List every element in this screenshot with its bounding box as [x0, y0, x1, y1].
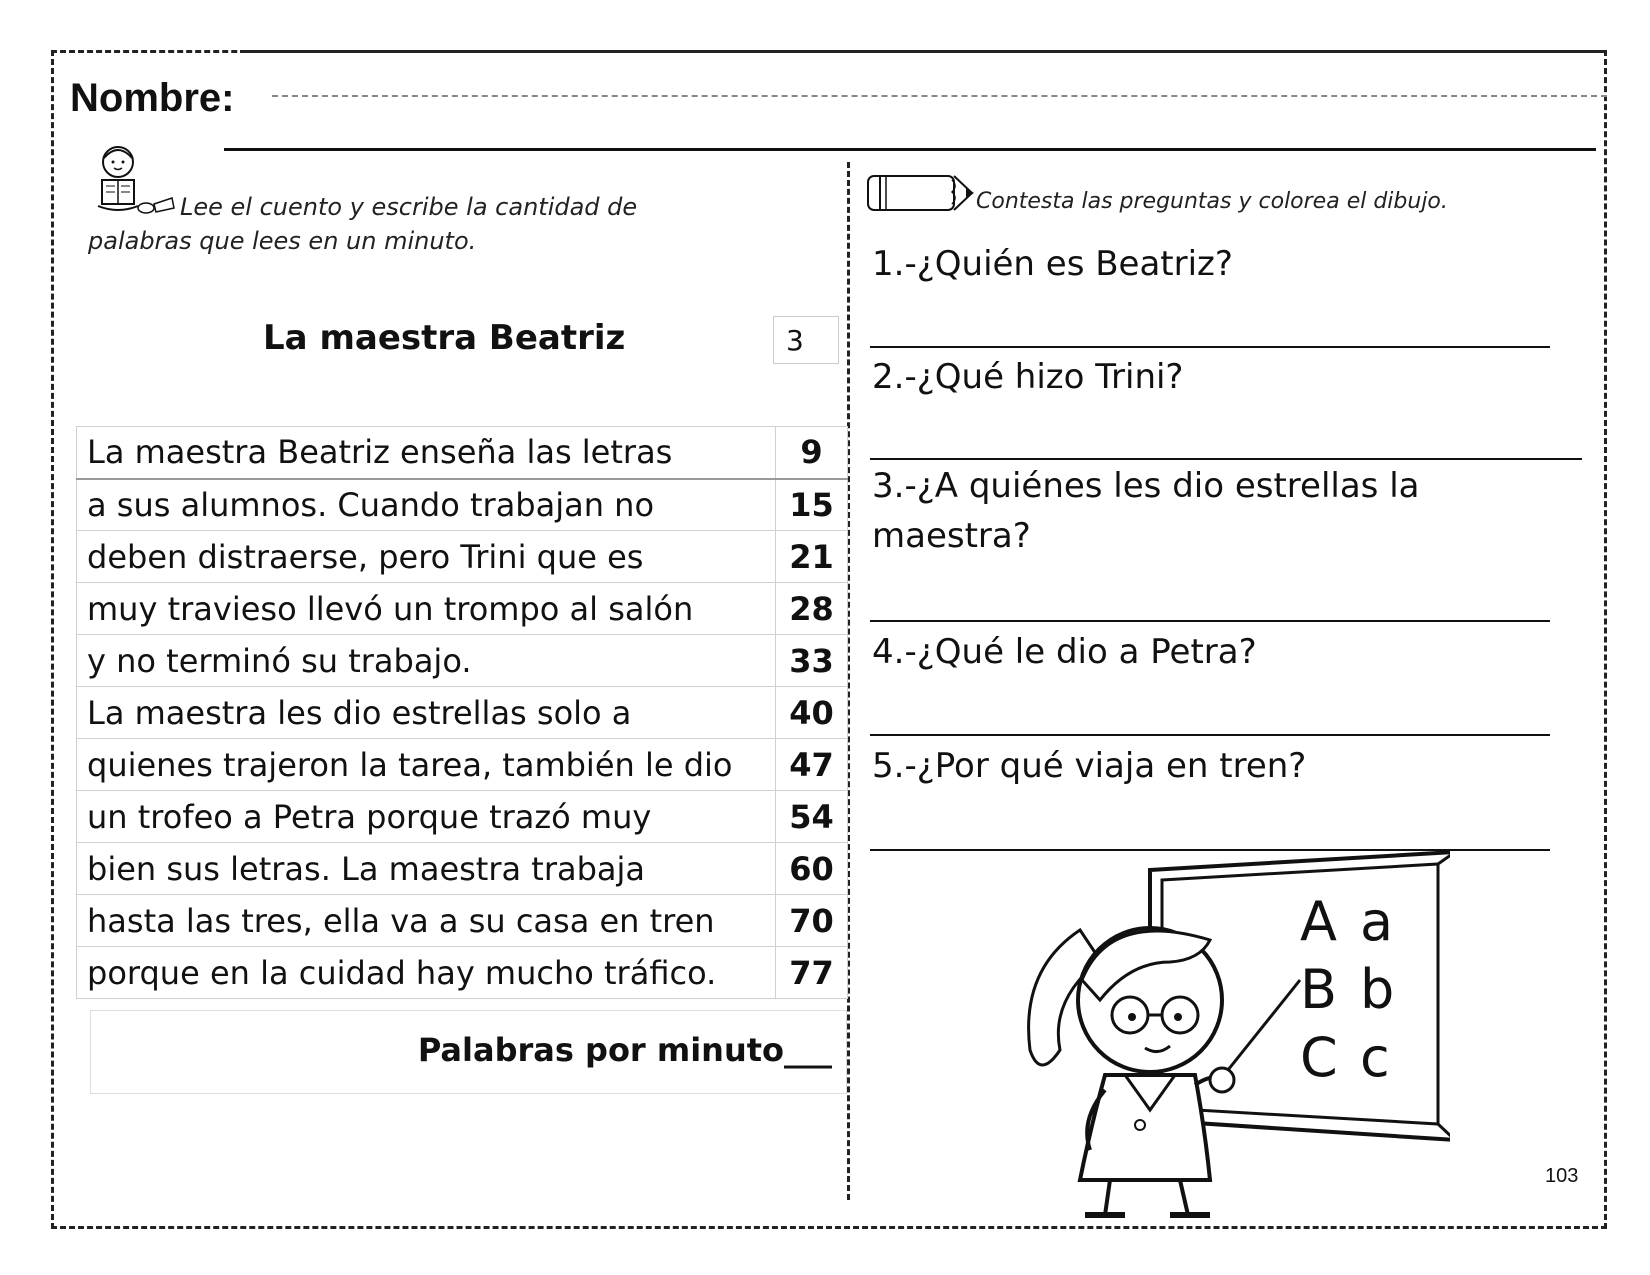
story-table [76, 426, 848, 999]
words-per-minute-box [90, 1010, 847, 1094]
story-line-word-count: 28 [776, 583, 848, 635]
story-line-word-count: 47 [776, 739, 848, 791]
story-line-word-count: 60 [776, 843, 848, 895]
question-3 [872, 461, 1419, 561]
story-line-row [77, 531, 848, 583]
question-3-line-2: maestra? [872, 516, 1031, 556]
teacher-illustration [1010, 850, 1450, 1220]
story-line-row [77, 843, 848, 895]
story-line-text: La maestra Beatriz enseña las letras [77, 427, 776, 479]
answer-line-2[interactable] [870, 458, 1582, 460]
story-line-word-count: 40 [776, 687, 848, 739]
answer-line-4[interactable] [870, 734, 1550, 736]
story-line-row [77, 635, 848, 687]
story-line-row [77, 583, 848, 635]
story-line-row [77, 947, 848, 999]
questions-instruction: Contesta las preguntas y colorea el dibujo. [976, 189, 1448, 214]
story-line-row [77, 791, 848, 843]
board-letter-lower-c: c [1360, 1026, 1390, 1089]
story-line-text: quienes trajeron la tarea, también le dio [77, 739, 776, 791]
question-5: 5.-¿Por qué viaja en tren? [872, 746, 1307, 786]
pencil-icon [866, 172, 976, 214]
story-line-text: a sus alumnos. Cuando trabajan no [77, 479, 776, 531]
answer-line-1[interactable] [870, 346, 1550, 348]
answer-line-3[interactable] [870, 620, 1550, 622]
story-line-row [77, 895, 848, 947]
question-3-line-1: 3.-¿A quiénes les dio estrellas la [872, 466, 1420, 506]
story-line-row [77, 427, 848, 479]
story-line-text: porque en la cuidad hay mucho tráfico. [77, 947, 776, 999]
story-line-row [77, 739, 848, 791]
reading-instruction [88, 190, 788, 258]
name-label: Nombre: [70, 76, 235, 120]
frame-top-line [240, 50, 1607, 53]
story-line-word-count: 77 [776, 947, 848, 999]
story-title: La maestra Beatriz [263, 318, 626, 358]
instruction-line-1: Lee el cuento y escribe la cantidad de [180, 193, 638, 221]
story-line-row [77, 687, 848, 739]
story-line-word-count: 21 [776, 531, 848, 583]
story-line-word-count: 70 [776, 895, 848, 947]
story-line-text: hasta las tres, ella va a su casa en tren [77, 895, 776, 947]
story-line-text: y no terminó su trabajo. [77, 635, 776, 687]
story-line-text: La maestra les dio estrellas solo a [77, 687, 776, 739]
story-line-text: muy travieso llevó un trompo al salón [77, 583, 776, 635]
name-guide-line [272, 95, 1607, 97]
board-letter-upper-b: B [1300, 958, 1338, 1021]
words-per-minute-label: Palabras por minuto___ [417, 1031, 832, 1069]
title-word-count: 3 [773, 316, 839, 364]
story-line-word-count: 33 [776, 635, 848, 687]
board-letter-upper-a: A [1300, 890, 1337, 953]
board-letter-upper-c: C [1300, 1026, 1338, 1089]
story-line-row [77, 479, 848, 531]
story-line-word-count: 15 [776, 479, 848, 531]
name-write-line [224, 148, 1596, 151]
question-4: 4.-¿Qué le dio a Petra? [872, 632, 1257, 672]
question-2: 2.-¿Qué hizo Trini? [872, 357, 1184, 397]
story-line-text: deben distraerse, pero Trini que es [77, 531, 776, 583]
story-line-text: un trofeo a Petra porque trazó muy [77, 791, 776, 843]
page-number: 103 [1545, 1165, 1579, 1187]
board-letter-lower-b: b [1360, 958, 1395, 1021]
story-line-word-count: 9 [776, 427, 848, 479]
instruction-line-2: palabras que lees en un minuto. [88, 227, 477, 255]
board-letter-lower-a: a [1360, 890, 1394, 953]
question-1: 1.-¿Quién es Beatriz? [872, 244, 1233, 284]
story-line-text: bien sus letras. La maestra trabaja [77, 843, 776, 895]
story-line-word-count: 54 [776, 791, 848, 843]
